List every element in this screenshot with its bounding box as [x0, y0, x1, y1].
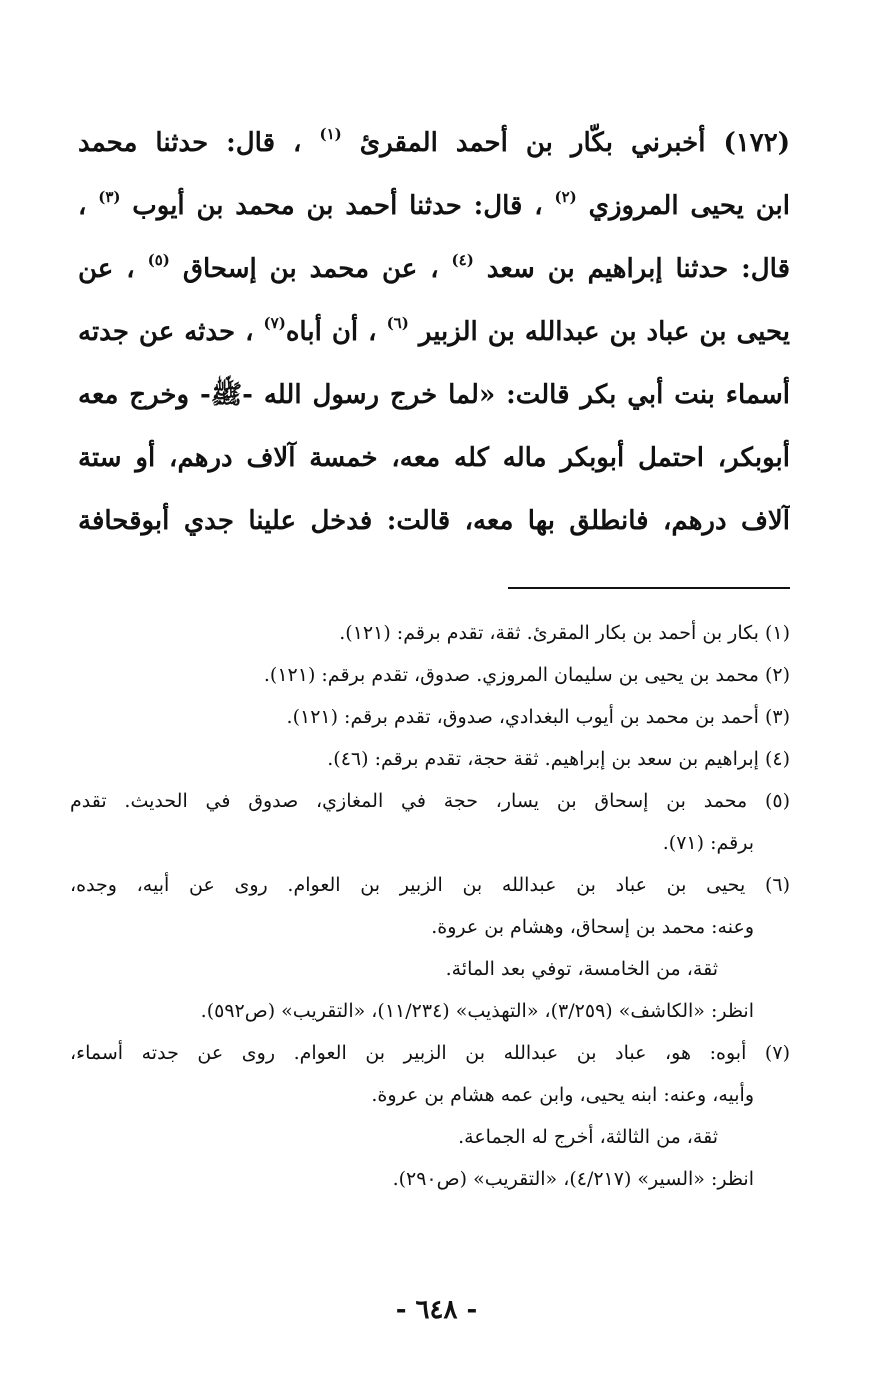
hadith-line: [78, 364, 790, 427]
footnote-line: (١) بكار بن أحمد بن بكار المقرئ. ثقة، تقدم برقم: (١٢١).: [339, 622, 790, 644]
hadith-line: [78, 175, 790, 238]
footnote-line: (٤) إبراهيم بن سعد بن إبراهيم. ثقة حجة، تقدم برقم: (٤٦).: [327, 748, 790, 770]
footnote-reference: (٧): [263, 314, 286, 332]
footnote-line: (٦) يحيى بن عباد بن عبدالله بن الزبير بن العوام. روى عن أبيه، وجده،: [70, 874, 790, 896]
footnote-reference: (٦): [386, 314, 409, 332]
footnote-divider: [508, 587, 790, 589]
footnote-reference: (٢): [554, 188, 577, 206]
footnote-reference: (٤): [451, 251, 474, 269]
hadith-line: [78, 490, 790, 553]
footnote-line: وعنه: محمد بن إسحاق، وهشام بن عروة.: [431, 916, 754, 938]
hadith-line: [78, 427, 790, 490]
hadith-text-segment: ، عن: [78, 254, 148, 284]
hadith-line: [78, 238, 790, 301]
footnote-line: (٢) محمد بن يحيى بن سليمان المروزي. صدوق، تقدم برقم: (١٢١).: [263, 664, 790, 686]
footnote-line: (٧) أبوه: هو، عباد بن عبدالله بن الزبير بن العوام. روى عن جدته أسماء،: [70, 1042, 790, 1064]
footnote: [70, 864, 790, 1032]
hadith-text-segment: (١٧٢) أخبرني بكّار بن أحمد المقرئ: [341, 128, 790, 158]
footnote-line: برقم: (٧١).: [662, 832, 754, 854]
footnote: [70, 780, 790, 864]
footnote-line: وأبيه، وعنه: ابنه يحيى، وابن عمه هشام بن عروة.: [371, 1084, 754, 1106]
hadith-text-segment: قال: حدثنا إبراهيم بن سعد: [473, 254, 790, 284]
hadith-text-segment: ،: [78, 191, 99, 221]
footnote-line: (٥) محمد بن إسحاق بن يسار، حجة في المغازي، صدوق في الحديث. تقدم: [70, 790, 790, 812]
footnote: [70, 738, 790, 780]
hadith-text: [78, 112, 790, 553]
hadith-text-segment: ، عن محمد بن إسحاق: [169, 254, 452, 284]
footnote: [70, 654, 790, 696]
footnote-reference: (١): [319, 125, 342, 143]
hadith-text-segment: يحيى بن عباد بن عبدالله بن الزبير: [408, 317, 790, 347]
footnote: [70, 696, 790, 738]
hadith-text-segment: ابن يحيى المروزي: [576, 191, 790, 221]
hadith-text-segment: أبوبكر، احتمل أبوبكر ماله كله معه، خمسة آلاف درهم، أو ستة: [78, 443, 790, 473]
footnote-line: انظر: «الكاشف» (٣/٢٥٩)، «التهذيب» (١١/٢٣٤)، «التقريب» (ص٥٩٢).: [200, 1000, 754, 1022]
footnote-line: (٣) أحمد بن محمد بن أيوب البغدادي، صدوق، تقدم برقم: (١٢١).: [286, 706, 790, 728]
hadith-line: [78, 301, 790, 364]
footnote-line: ثقة، من الخامسة، توفي بعد المائة.: [445, 958, 718, 980]
footnote-line: انظر: «السير» (٤/٢١٧)، «التقريب» (ص٢٩٠).: [392, 1168, 754, 1190]
footnotes: [70, 612, 790, 1200]
footnote: [70, 1032, 790, 1200]
footnote: [70, 612, 790, 654]
footnote-reference: (٣): [98, 188, 121, 206]
hadith-text-segment: ، قال: حدثنا محمد: [78, 128, 320, 158]
footnote-reference: (٥): [147, 251, 170, 269]
page-number: - ٦٤٨ -: [395, 1295, 478, 1325]
hadith-text-segment: ، أن أباه: [285, 317, 387, 347]
hadith-text-segment: ، حدثه عن جدته: [78, 317, 264, 347]
hadith-text-segment: آلاف درهم، فانطلق بها معه، قالت: فدخل علينا جدي أبوقحافة: [78, 506, 790, 536]
hadith-line: [78, 112, 790, 175]
hadith-text-segment: ، قال: حدثنا أحمد بن محمد بن أيوب: [120, 191, 555, 221]
footnote-line: ثقة، من الثالثة، أخرج له الجماعة.: [458, 1126, 718, 1148]
hadith-text-segment: أسماء بنت أبي بكر قالت: «لما خرج رسول الله -ﷺ- وخرج معه: [78, 380, 790, 410]
